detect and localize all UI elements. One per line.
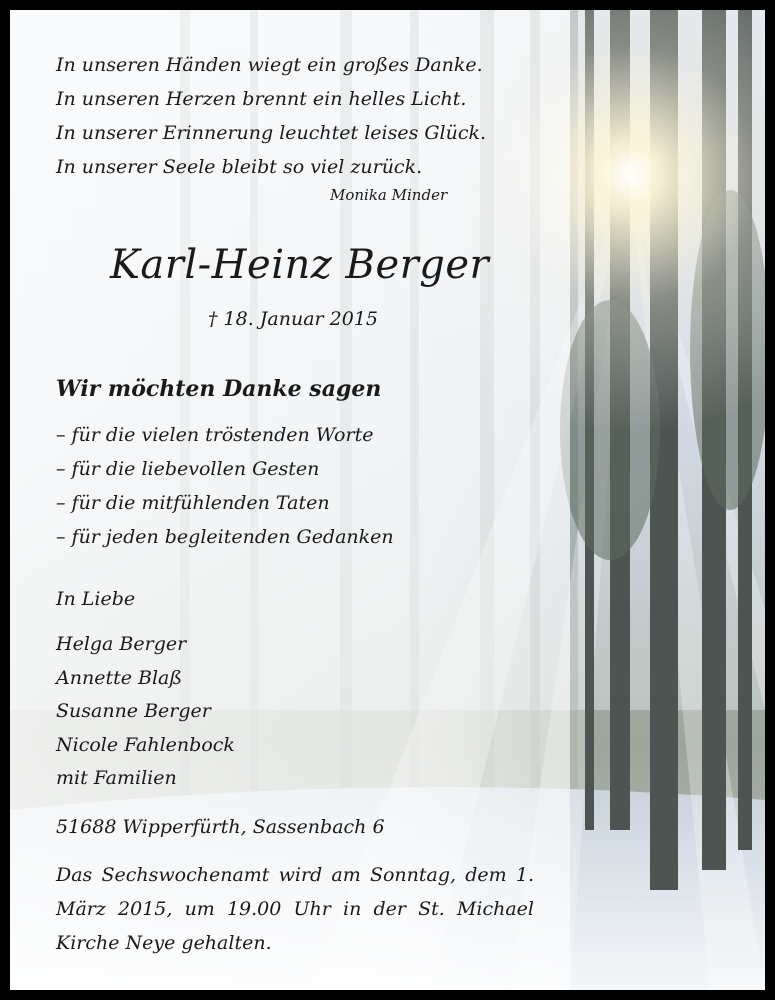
mourner-name: Annette Blaß	[56, 666, 183, 689]
service-notice: Das Sechswochenamt wird am Sonntag, dem 1. März 2015, um 19.00 Uhr in der St. Michael Kirche Neye gehalten.	[56, 864, 534, 954]
mourner-name: Susanne Berger	[56, 700, 211, 722]
thanks-heading: Wir möchten Danke sagen	[56, 376, 382, 402]
poem-line: In unserer Seele bleibt so viel zurück.	[56, 156, 423, 178]
poem	[56, 48, 486, 184]
mourner-name: Nicole Fahlenbock	[56, 733, 235, 756]
thanks-list	[56, 418, 394, 554]
mourners-intro: In Liebe	[56, 588, 136, 610]
death-date: † 18. Januar 2015	[208, 308, 379, 330]
deceased-name: Karl-Heinz Berger	[110, 242, 490, 288]
poem-line: In unseren Herzen brennt ein helles Licht.	[56, 88, 467, 110]
mourners-list	[56, 628, 235, 796]
poem-line: In unserer Erinnerung leuchtet leises Glück.	[56, 122, 487, 144]
thanks-item: – für die vielen tröstenden Worte	[56, 424, 374, 446]
thanks-item: – für die liebevollen Gesten	[56, 458, 320, 480]
obituary-notice	[10, 10, 765, 990]
mourner-name: Helga Berger	[56, 633, 187, 655]
mourner-name: mit Familien	[56, 767, 177, 789]
thanks-item: – für die mitfühlenden Taten	[56, 492, 330, 514]
thanks-item: – für jeden begleitenden Gedanken	[56, 526, 394, 548]
poem-author: Monika Minder	[330, 186, 448, 204]
address: 51688 Wipperfürth, Sassenbach 6	[56, 816, 385, 838]
poem-line: In unseren Händen wiegt ein großes Danke.	[56, 54, 483, 76]
